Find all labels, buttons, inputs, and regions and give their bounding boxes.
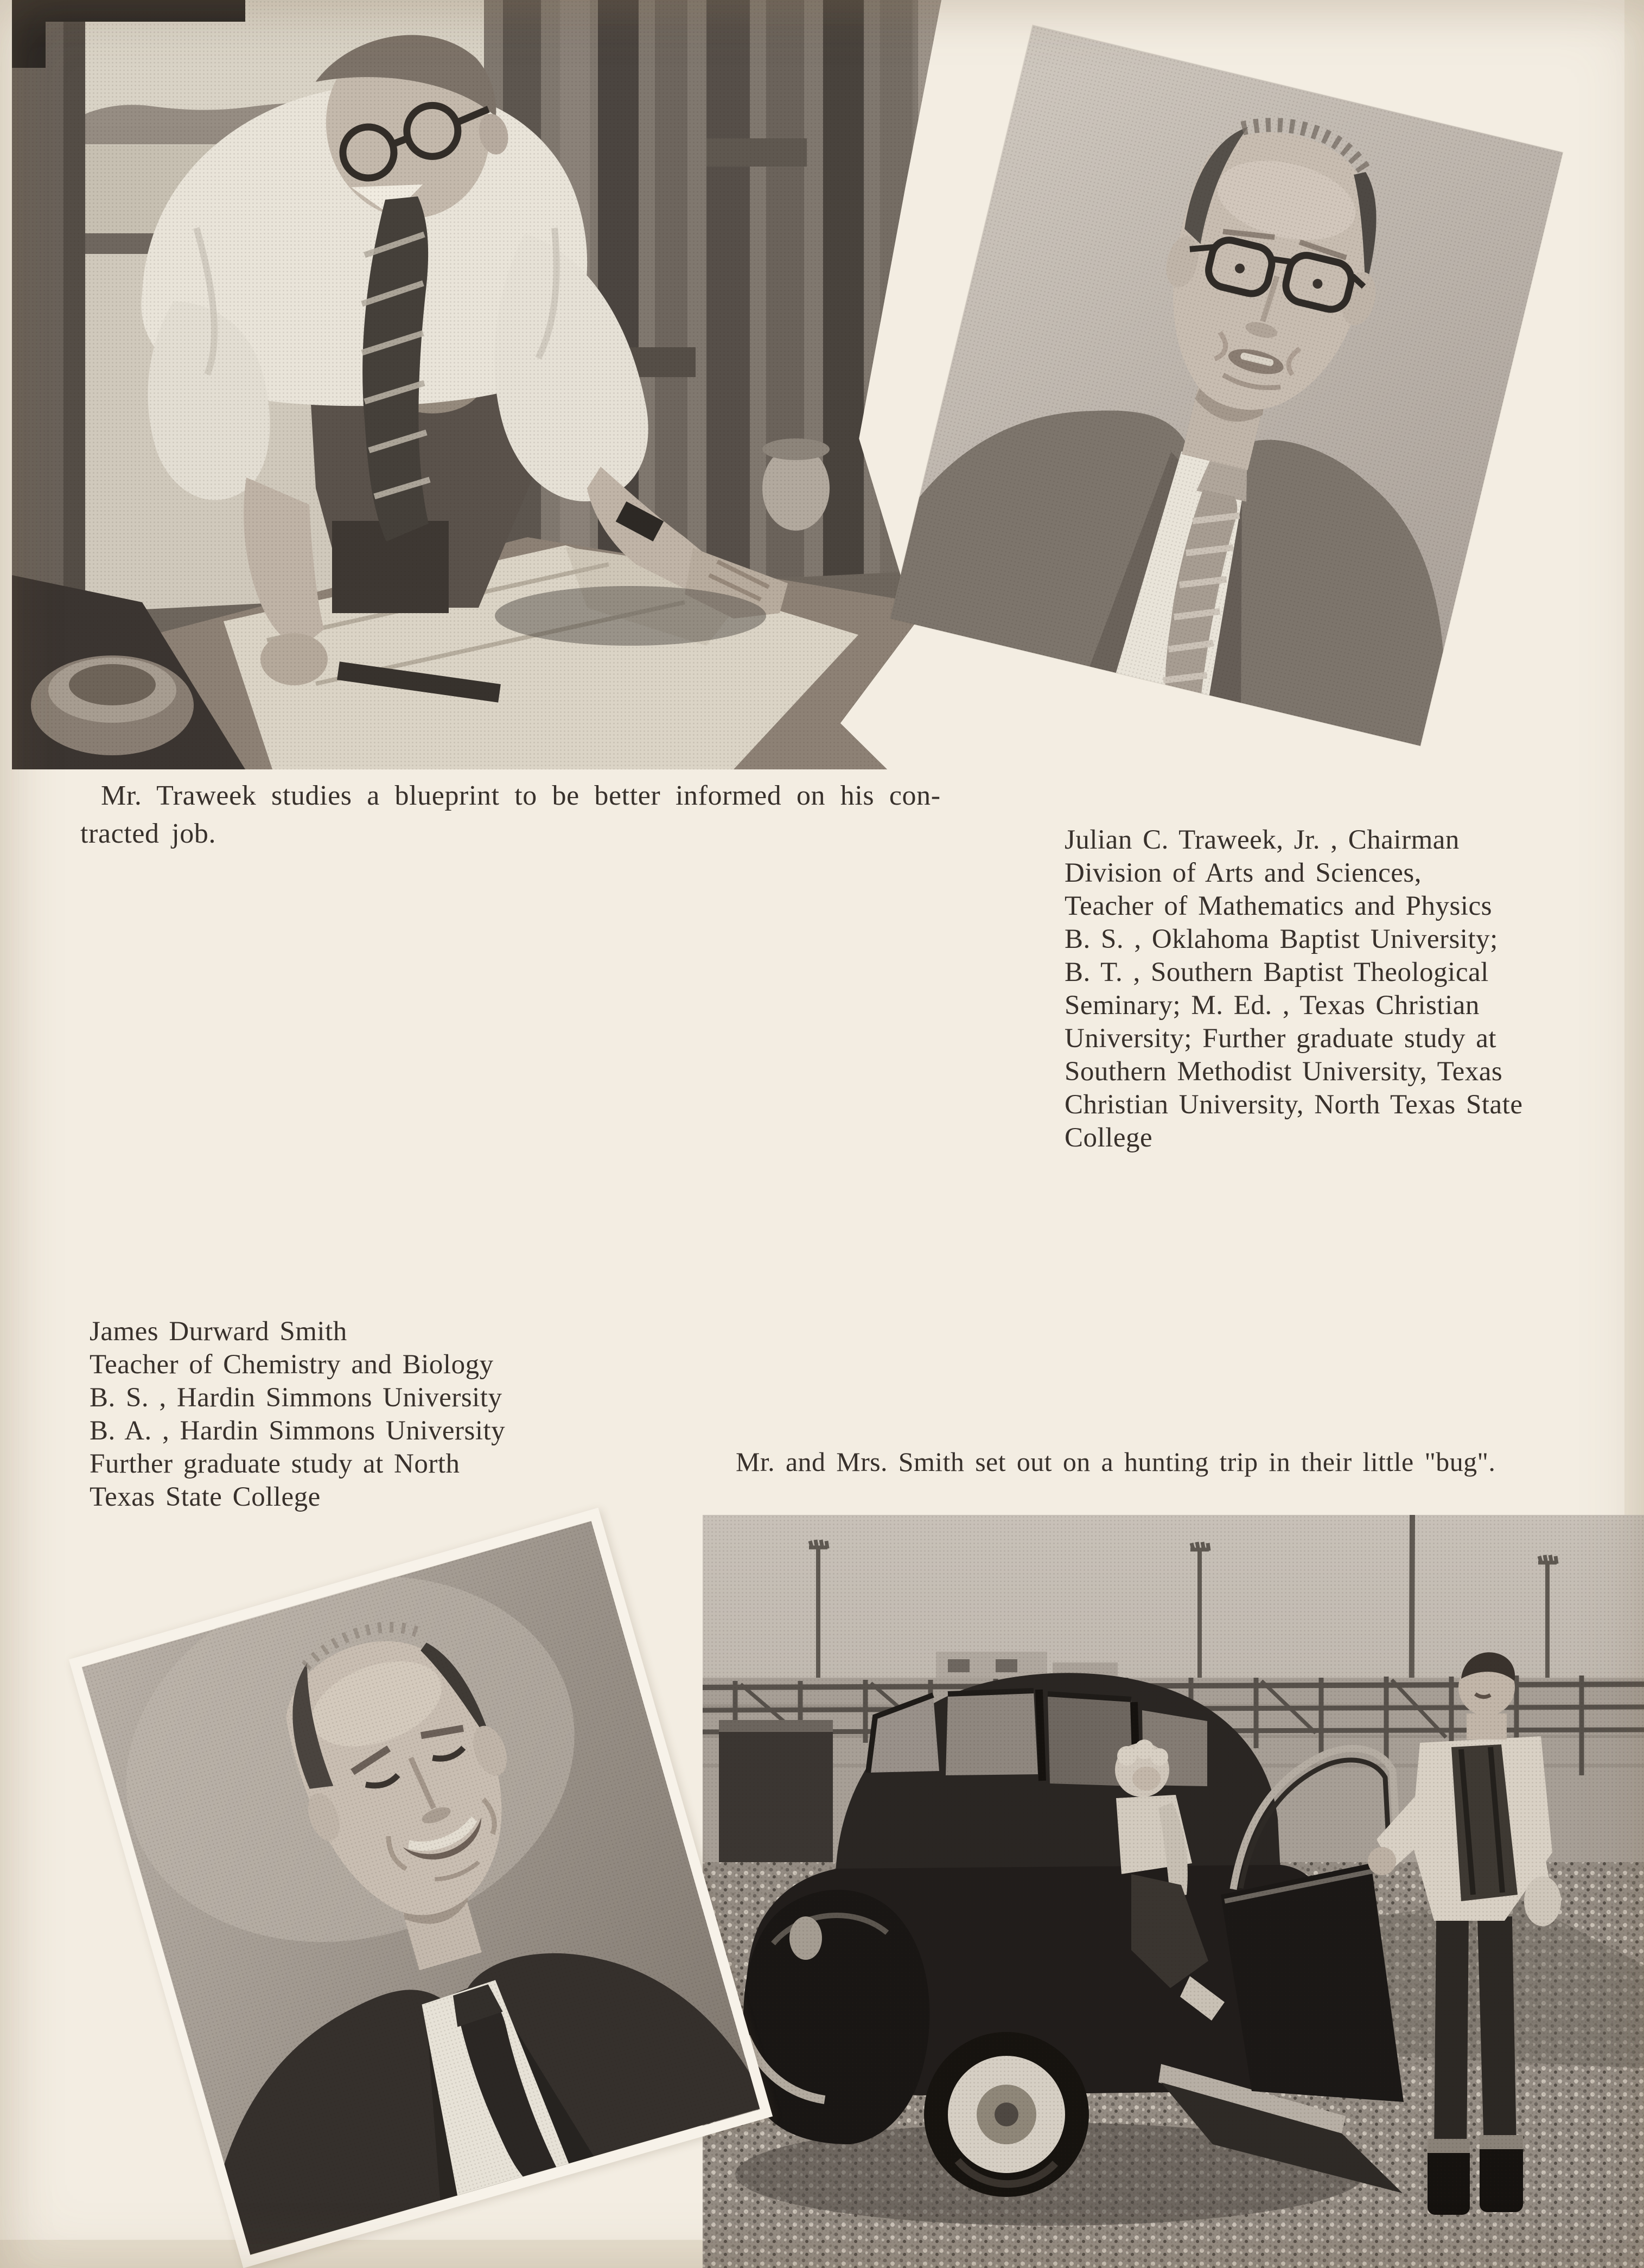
bio-line: Julian C. Traweek, Jr. , Chairman	[1065, 825, 1460, 855]
bio-line: B. S. , Oklahoma Baptist University;	[1065, 924, 1498, 954]
blueprint-scene-illustration	[12, 0, 948, 769]
bio-line: Teacher of Chemistry and Biology	[90, 1349, 494, 1380]
bio-line: Seminary; M. Ed. , Texas Christian	[1065, 990, 1480, 1021]
bio-line: Southern Methodist University, Texas	[1065, 1056, 1503, 1087]
photo-traweek-portrait	[890, 25, 1563, 746]
smith-portrait-illustration	[81, 1520, 760, 2256]
caption-blueprint	[80, 777, 992, 853]
photo-traweek-blueprint	[12, 0, 948, 769]
bio-line: Christian University, North Texas State	[1065, 1090, 1523, 1120]
bio-line: B. T. , Southern Baptist Theological	[1065, 957, 1489, 988]
bio-traweek	[1065, 824, 1640, 1155]
bio-line: Teacher of Mathematics and Physics	[1065, 891, 1493, 921]
bio-line: Further graduate study at North	[90, 1449, 460, 1479]
traweek-portrait-illustration	[890, 25, 1563, 746]
caption-blueprint-line2: tracted job.	[80, 818, 216, 849]
bio-line: Texas State College	[90, 1482, 321, 1512]
bio-line: College	[1065, 1123, 1153, 1153]
photo-smith-portrait	[69, 1508, 773, 2268]
bio-line: University; Further graduate study at	[1065, 1023, 1496, 1054]
bio-smith	[90, 1315, 686, 1514]
scan-edge-bottom	[0, 2240, 705, 2268]
bio-line: B. S. , Hardin Simmons University	[90, 1383, 502, 1413]
caption-car	[736, 1445, 1636, 1478]
car-scene-illustration	[703, 1515, 1644, 2268]
bio-line: B. A. , Hardin Simmons University	[90, 1416, 506, 1446]
bio-line: James Durward Smith	[90, 1316, 347, 1347]
caption-blueprint-line1: Mr. Traweek studies a blueprint to be better informed on his con-	[101, 780, 941, 811]
photo-smiths-car	[703, 1515, 1644, 2268]
caption-car-line: Mr. and Mrs. Smith set out on a hunting trip in their little "bug".	[736, 1447, 1496, 1477]
bio-line: Division of Arts and Sciences,	[1065, 858, 1422, 888]
